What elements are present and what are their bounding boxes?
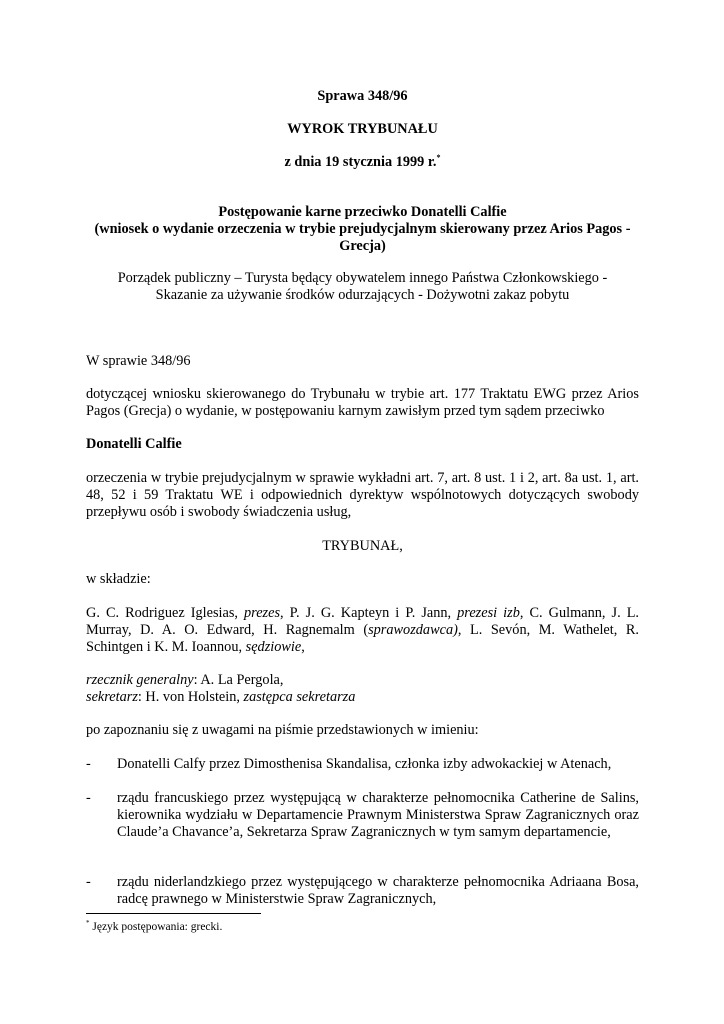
keywords-block: [86, 270, 639, 304]
composition-role: prezesi izb: [457, 605, 520, 621]
advocate-general-label: rzecznik generalny: [86, 672, 194, 688]
list-item-text: Donatelli Calfy przez Dimosthenisa Skandalisa, członka izby adwokackiej w Atenach,: [117, 756, 612, 772]
keywords-line: Porządek publiczny – Turysta będący obywatelem innego Państwa Członkowskiego -: [117, 270, 608, 286]
advocate-general-name: : A. La Pergola,: [193, 672, 284, 688]
proceedings-title-line: (wniosek o wydanie orzeczenia w trybie prejudycjalnym skierowany przez Arios Pagos -: [94, 221, 631, 237]
ruling-paragraph: orzeczenia w trybie prejudycjalnym w sprawie wykładni art. 7, art. 8 ust. 1 i 2, art. 8a ust. 1, art. 48, 52 i 59 Traktatu WE i odpowiednich dyrektyw wspólnotowych dotyczących swobody przepływu osób i swobody świadczenia usług,: [86, 470, 639, 520]
composition-text: , P. J. G. Kapteyn i P. Jann,: [280, 605, 458, 621]
registrar-name: : H. von Holstein,: [137, 689, 244, 705]
composition-label: w składzie:: [86, 571, 151, 587]
list-item: [86, 756, 639, 773]
composition-text: , C. Gulmann, J. L. Murray, D. A. O. Edward, H. Ragnemalm (: [86, 605, 639, 638]
composition-paragraph: [86, 605, 639, 656]
registrar-label: sekretarz: [86, 689, 138, 705]
dash-marker: -: [86, 790, 91, 806]
registrar-line: [86, 689, 639, 706]
footnote: [86, 920, 222, 934]
footnote-text: Język postępowania: grecki.: [89, 921, 223, 933]
footnote-reference: *: [436, 153, 441, 163]
proceedings-title-line: Postępowanie karne przeciwko Donatelli Calfie: [218, 204, 507, 220]
registrar-role: zastępca sekretarza: [243, 689, 356, 705]
list-item: [86, 790, 639, 841]
concerning-paragraph: dotyczącej wniosku skierowanego do Trybunału w trybie art. 177 Traktatu EWG przez Arios Pagos (Grecja) o wydanie, w postępowaniu karnym zawisłym przed tym sądem przeciwko: [86, 386, 639, 419]
dash-marker: -: [86, 756, 91, 772]
composition-role: prezes: [244, 605, 281, 621]
list-item-text: rządu francuskiego przez występującą w charakterze pełnomocnika Catherine de Salins, kierownika wydziału w Departamencie Prawnym Ministerstwa Spraw Zagranicznych oraz Claude’a Chavance’a, Sekretarza Spraw Zagranicznych w tym samym departamencie,: [117, 790, 639, 840]
dash-marker: -: [86, 874, 91, 890]
composition-text: G. C. Rodriguez Iglesias,: [86, 605, 245, 621]
footnote-mark: *: [86, 919, 90, 928]
composition-text: , L. Sevón, M. Wathelet, R. Schintgen i K. M. Ioannou,: [86, 622, 639, 655]
composition-text: ,: [301, 639, 305, 655]
court-heading: TRYBUNAŁ,: [322, 538, 403, 554]
composition-role: sprawozdawca): [368, 622, 458, 638]
case-number: Sprawa 348/96: [317, 88, 408, 104]
observations-intro: po zapoznaniu się z uwagami na piśmie przedstawionych w imieniu:: [86, 722, 479, 738]
keywords-line: Skazanie za używanie środków odurzających - Dożywotni zakaz pobytu: [155, 287, 570, 303]
defendant-name: Donatelli Calfie: [86, 436, 182, 452]
judgment-date: [86, 154, 639, 171]
list-item: [86, 874, 639, 908]
footnote-divider: [86, 913, 261, 914]
list-item-text: rządu niderlandzkiego przez występującego w charakterze pełnomocnika Adriaana Bosa, radcę prawnego w Ministerstwie Spraw Zagranicznych,: [117, 874, 639, 907]
advocate-general-line: [86, 672, 639, 689]
officers-block: [86, 672, 639, 706]
proceedings-title: [86, 204, 639, 255]
composition-role: sędziowie: [245, 639, 302, 655]
in-case-line: W sprawie 348/96: [86, 353, 191, 369]
proceedings-title-line: Grecja): [339, 238, 386, 254]
judgment-heading: WYROK TRYBUNAŁU: [287, 121, 438, 137]
judgment-date-text: z dnia 19 stycznia 1999 r.: [284, 154, 437, 170]
